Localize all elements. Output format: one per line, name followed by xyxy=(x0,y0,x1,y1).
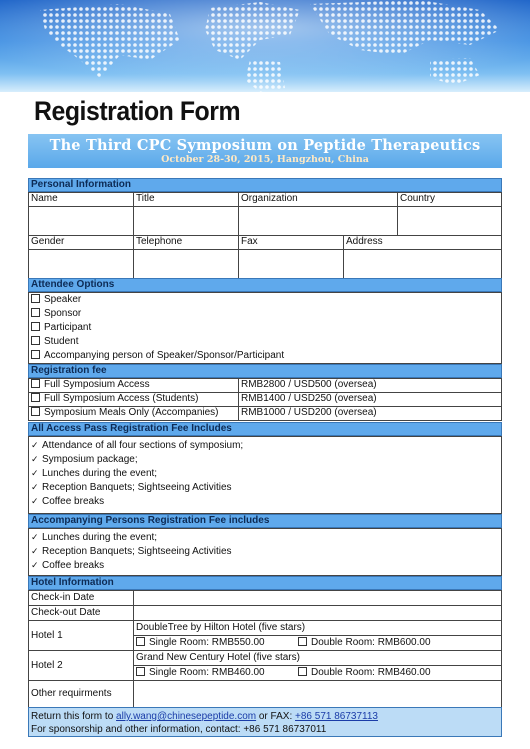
label-name: Name xyxy=(28,192,134,207)
other-requirements-field[interactable] xyxy=(133,680,502,708)
label-fax: Fax xyxy=(238,235,344,250)
option-sponsor[interactable]: Sponsor xyxy=(29,307,501,321)
hotel-1-single-option[interactable]: Single Room: RMB550.00 xyxy=(136,637,265,648)
checkbox-icon[interactable] xyxy=(136,637,145,646)
label-telephone: Telephone xyxy=(133,235,239,250)
label-checkout: Check-out Date xyxy=(28,605,134,621)
hotel-1-name: DoubleTree by Hilton Hotel (five stars) xyxy=(133,620,502,636)
organization-field[interactable] xyxy=(238,206,398,236)
fee-option-full[interactable]: Full Symposium Access xyxy=(28,378,239,393)
event-title-bar xyxy=(28,134,502,168)
checkbox-icon[interactable] xyxy=(31,294,40,303)
email-link[interactable]: ally.wang@chinesepeptide.com xyxy=(116,711,257,722)
name-field[interactable] xyxy=(28,206,134,236)
hotel-1-rooms xyxy=(133,635,502,651)
hotel-table xyxy=(28,590,502,708)
footer-contact xyxy=(28,707,502,737)
country-field[interactable] xyxy=(397,206,502,236)
list-item: ✓ Lunches during the event; xyxy=(31,468,158,479)
hotel-2-double-option[interactable]: Double Room: RMB460.00 xyxy=(298,666,431,680)
title-field[interactable] xyxy=(133,206,239,236)
section-registration-fee: Registration fee xyxy=(28,364,502,378)
list-item: ✓ Reception Banquets; Sightseeing Activities xyxy=(31,482,232,493)
checkbox-icon[interactable] xyxy=(31,379,40,388)
section-attendee-options: Attendee Options xyxy=(28,278,502,292)
label-title: Title xyxy=(133,192,239,207)
label-organization: Organization xyxy=(238,192,398,207)
checkmark-icon: ✓ xyxy=(31,560,39,570)
gender-field[interactable] xyxy=(28,249,134,279)
checkmark-icon: ✓ xyxy=(31,496,39,506)
option-student[interactable]: Student xyxy=(29,335,501,349)
fee-option-meals[interactable]: Symposium Meals Only (Accompanies) xyxy=(28,406,239,421)
fee-price-meals: RMB1000 / USD200 (oversea) xyxy=(238,406,502,421)
checkout-field[interactable] xyxy=(133,605,502,621)
list-item: ✓ Coffee breaks xyxy=(31,560,105,571)
fee-price-full: RMB2800 / USD500 (oversea) xyxy=(238,378,502,393)
world-map-graphic xyxy=(0,0,530,92)
accompany-list xyxy=(28,528,502,576)
event-name: The Third CPC Symposium on Peptide Therapeutics xyxy=(49,137,481,154)
label-hotel-1: Hotel 1 xyxy=(28,620,134,651)
hotel-2-single-option[interactable]: Single Room: RMB460.00 xyxy=(136,667,265,678)
fee-price-students: RMB1400 / USD250 (oversea) xyxy=(238,392,502,407)
label-gender: Gender xyxy=(28,235,134,250)
option-participant[interactable]: Participant xyxy=(29,321,501,335)
checkmark-icon: ✓ xyxy=(31,468,39,478)
checkmark-icon: ✓ xyxy=(31,482,39,492)
section-hotel-information: Hotel Information xyxy=(28,576,502,590)
label-country: Country xyxy=(397,192,502,207)
checkmark-icon: ✓ xyxy=(31,532,39,542)
header-banner xyxy=(0,0,530,92)
option-speaker[interactable]: Speaker xyxy=(29,293,501,307)
label-hotel-2: Hotel 2 xyxy=(28,650,134,681)
hotel-2-name: Grand New Century Hotel (five stars) xyxy=(133,650,502,666)
event-date-location: October 28-30, 2015, Hangzhou, China xyxy=(161,154,369,165)
option-accompanying[interactable]: Accompanying person of Speaker/Sponsor/Participant xyxy=(29,349,501,363)
checkbox-icon[interactable] xyxy=(31,308,40,317)
checkin-field[interactable] xyxy=(133,590,502,606)
checkbox-icon[interactable] xyxy=(31,322,40,331)
attendee-options-list xyxy=(28,292,502,364)
section-accompanying: Accompanying Persons Registration Fee includes xyxy=(28,514,502,528)
fee-table xyxy=(28,378,502,422)
list-item: ✓ Coffee breaks xyxy=(31,496,105,507)
checkmark-icon: ✓ xyxy=(31,454,39,464)
checkbox-icon[interactable] xyxy=(136,667,145,676)
checkbox-icon[interactable] xyxy=(31,393,40,402)
checkbox-icon[interactable] xyxy=(298,637,307,646)
return-line: Return this form to ally.wang@chinesepeptide.com or FAX: +86 571 86737113 xyxy=(31,711,378,722)
section-all-access: All Access Pass Registration Fee Includes xyxy=(28,422,502,436)
checkbox-icon[interactable] xyxy=(31,350,40,359)
hotel-1-double-option[interactable]: Double Room: RMB600.00 xyxy=(298,636,431,650)
fee-option-students[interactable]: Full Symposium Access (Students) xyxy=(28,392,239,407)
label-checkin: Check-in Date xyxy=(28,590,134,606)
list-item: ✓ Symposium package; xyxy=(31,454,138,465)
hotel-2-rooms xyxy=(133,665,502,681)
list-item: ✓ Lunches during the event; xyxy=(31,532,158,543)
telephone-field[interactable] xyxy=(133,249,239,279)
contact-line: For sponsorship and other information, contact: +86 571 86737011 xyxy=(31,724,327,735)
checkbox-icon[interactable] xyxy=(31,407,40,416)
section-personal-information: Personal Information xyxy=(28,178,502,192)
personal-row-2 xyxy=(28,235,502,279)
checkbox-icon[interactable] xyxy=(31,336,40,345)
address-field[interactable] xyxy=(343,249,502,279)
label-address: Address xyxy=(343,235,502,250)
checkmark-icon: ✓ xyxy=(31,546,39,556)
fax-field[interactable] xyxy=(238,249,344,279)
form-title: Registration Form xyxy=(34,96,241,126)
list-item: ✓ Reception Banquets; Sightseeing Activities xyxy=(31,546,232,557)
checkbox-icon[interactable] xyxy=(298,667,307,676)
all-access-list xyxy=(28,436,502,514)
label-other-requirements: Other requirments xyxy=(28,680,134,708)
personal-row-1 xyxy=(28,192,502,236)
list-item: ✓ Attendance of all four sections of symposium; xyxy=(31,440,244,451)
checkmark-icon: ✓ xyxy=(31,440,39,450)
fax-link[interactable]: +86 571 86737113 xyxy=(295,711,378,722)
